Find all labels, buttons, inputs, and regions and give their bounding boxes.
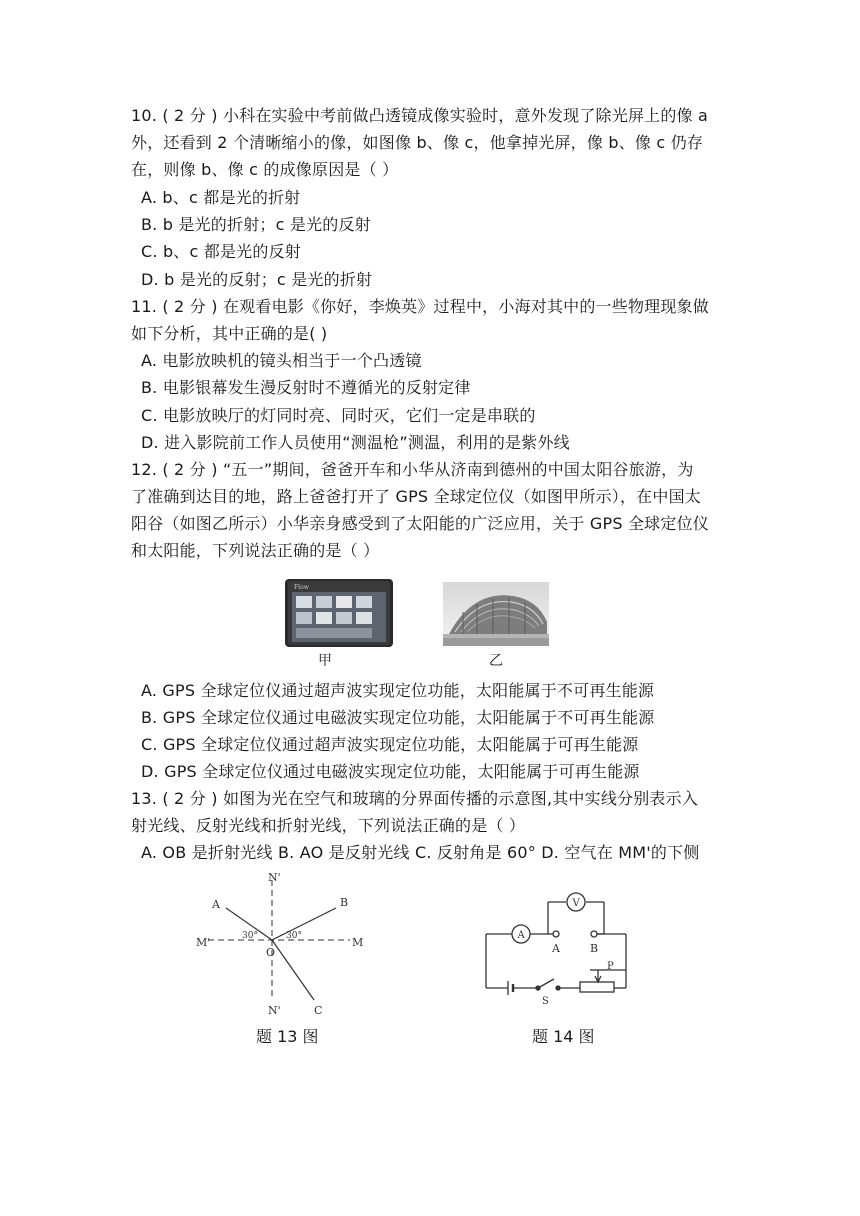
q13-options-line: A. OB 是折射光线 B. AO 是反射光线 C. 反射角是 60° D. 空气在 MM'的下侧 bbox=[141, 843, 700, 862]
svg-text:Flow: Flow bbox=[294, 584, 309, 591]
fig13-label-m-left: M' bbox=[196, 936, 211, 949]
q10-stem-line-3: 在，则像 b、像 c 的成像原因是（ ） bbox=[131, 160, 399, 179]
fig13-label-b: B bbox=[340, 896, 349, 909]
solar-valley-image bbox=[443, 582, 549, 646]
fig13-label-a: A bbox=[212, 898, 220, 911]
q11-option-b: B. 电影银幕发生漫反射时不遵循光的反射定律 bbox=[141, 378, 471, 397]
fig13-label-o: O bbox=[266, 946, 276, 959]
fig13-angle-right: 30° bbox=[286, 931, 302, 941]
fig14-circuit-diagram bbox=[478, 888, 638, 1006]
q13-stem-line-1: 13. ( 2 分 ) 如图为光在空气和玻璃的分界面传播的示意图,其中实线分别表示入 bbox=[131, 789, 699, 808]
fig13-light-diagram bbox=[190, 868, 370, 1018]
q12-stem-line-2: 了准确到达目的地，路上爸爸打开了 GPS 全球定位仪（如图甲所示），在中国太 bbox=[131, 487, 701, 506]
q10-option-d: D. b 是光的反射；c 是光的折射 bbox=[141, 270, 373, 289]
q11-stem-line-1: 11. ( 2 分 ) 在观看电影《你好，李焕英》过程中，小海对其中的一些物理现象做 bbox=[131, 297, 709, 316]
q10-stem-line-1: 10. ( 2 分 ) 小科在实验中考前做凸透镜成像实验时，意外发现了除光屏上的像 a bbox=[131, 106, 709, 125]
q10-option-a: A. b、c 都是光的折射 bbox=[141, 188, 301, 207]
fig13-label-n-top: N' bbox=[268, 871, 281, 884]
fig14-ammeter-label: A bbox=[517, 930, 525, 941]
q10-option-b: B. b 是光的折射；c 是光的反射 bbox=[141, 215, 371, 234]
q12-option-a: A. GPS 全球定位仪通过超声波实现定位功能，太阳能属于不可再生能源 bbox=[141, 681, 655, 700]
fig13-label-m-right: M bbox=[352, 936, 364, 949]
fig13-label-c: C bbox=[314, 1004, 323, 1017]
fig14-caption: 题 14 图 bbox=[532, 1027, 595, 1046]
q12-option-d: D. GPS 全球定位仪通过电磁波实现定位功能，太阳能属于可再生能源 bbox=[141, 762, 640, 781]
fig14-label-a: A bbox=[552, 942, 560, 955]
fig-yi-label: 乙 bbox=[489, 653, 503, 669]
q11-option-d: D. 进入影院前工作人员使用“测温枪”测温，利用的是紫外线 bbox=[141, 433, 570, 452]
fig14-voltmeter-label: V bbox=[572, 898, 580, 909]
fig14-label-p: P bbox=[607, 961, 614, 972]
fig-jia-label: 甲 bbox=[318, 653, 332, 669]
fig13-angle-left: 30° bbox=[242, 931, 258, 941]
q12-stem-line-3: 阳谷（如图乙所示）小华亲身感受到了太阳能的广泛应用，关于 GPS 全球定位仪 bbox=[131, 514, 709, 533]
gps-device-image bbox=[284, 578, 394, 648]
q12-option-b: B. GPS 全球定位仪通过电磁波实现定位功能，太阳能属于不可再生能源 bbox=[141, 708, 655, 727]
q10-option-c: C. b、c 都是光的反射 bbox=[141, 242, 301, 261]
q11-option-c: C. 电影放映厅的灯同时亮、同时灭，它们一定是串联的 bbox=[141, 406, 536, 425]
q12-stem-line-1: 12. ( 2 分 ) “五一”期间，爸爸开车和小华从济南到德州的中国太阳谷旅游，为 bbox=[131, 460, 694, 479]
fig14-label-s: S bbox=[542, 996, 549, 1006]
q12-stem-line-4: 和太阳能，下列说法正确的是（ ） bbox=[131, 541, 380, 560]
fig13-caption: 题 13 图 bbox=[256, 1027, 319, 1046]
q10-stem-line-2: 外，还看到 2 个清晰缩小的像，如图像 b、像 c，他拿掉光屏，像 b、像 c 仍存 bbox=[131, 133, 704, 152]
q13-stem-line-2: 射光线、反射光线和折射光线，下列说法正确的是（ ） bbox=[131, 816, 526, 835]
q11-stem-line-2: 如下分析，其中正确的是( ) bbox=[131, 324, 328, 343]
q11-option-a: A. 电影放映机的镜头相当于一个凸透镜 bbox=[141, 351, 422, 370]
fig13-label-n-bottom: N' bbox=[268, 1004, 281, 1017]
q12-option-c: C. GPS 全球定位仪通过超声波实现定位功能，太阳能属于可再生能源 bbox=[141, 735, 639, 754]
fig14-label-b: B bbox=[590, 942, 599, 955]
